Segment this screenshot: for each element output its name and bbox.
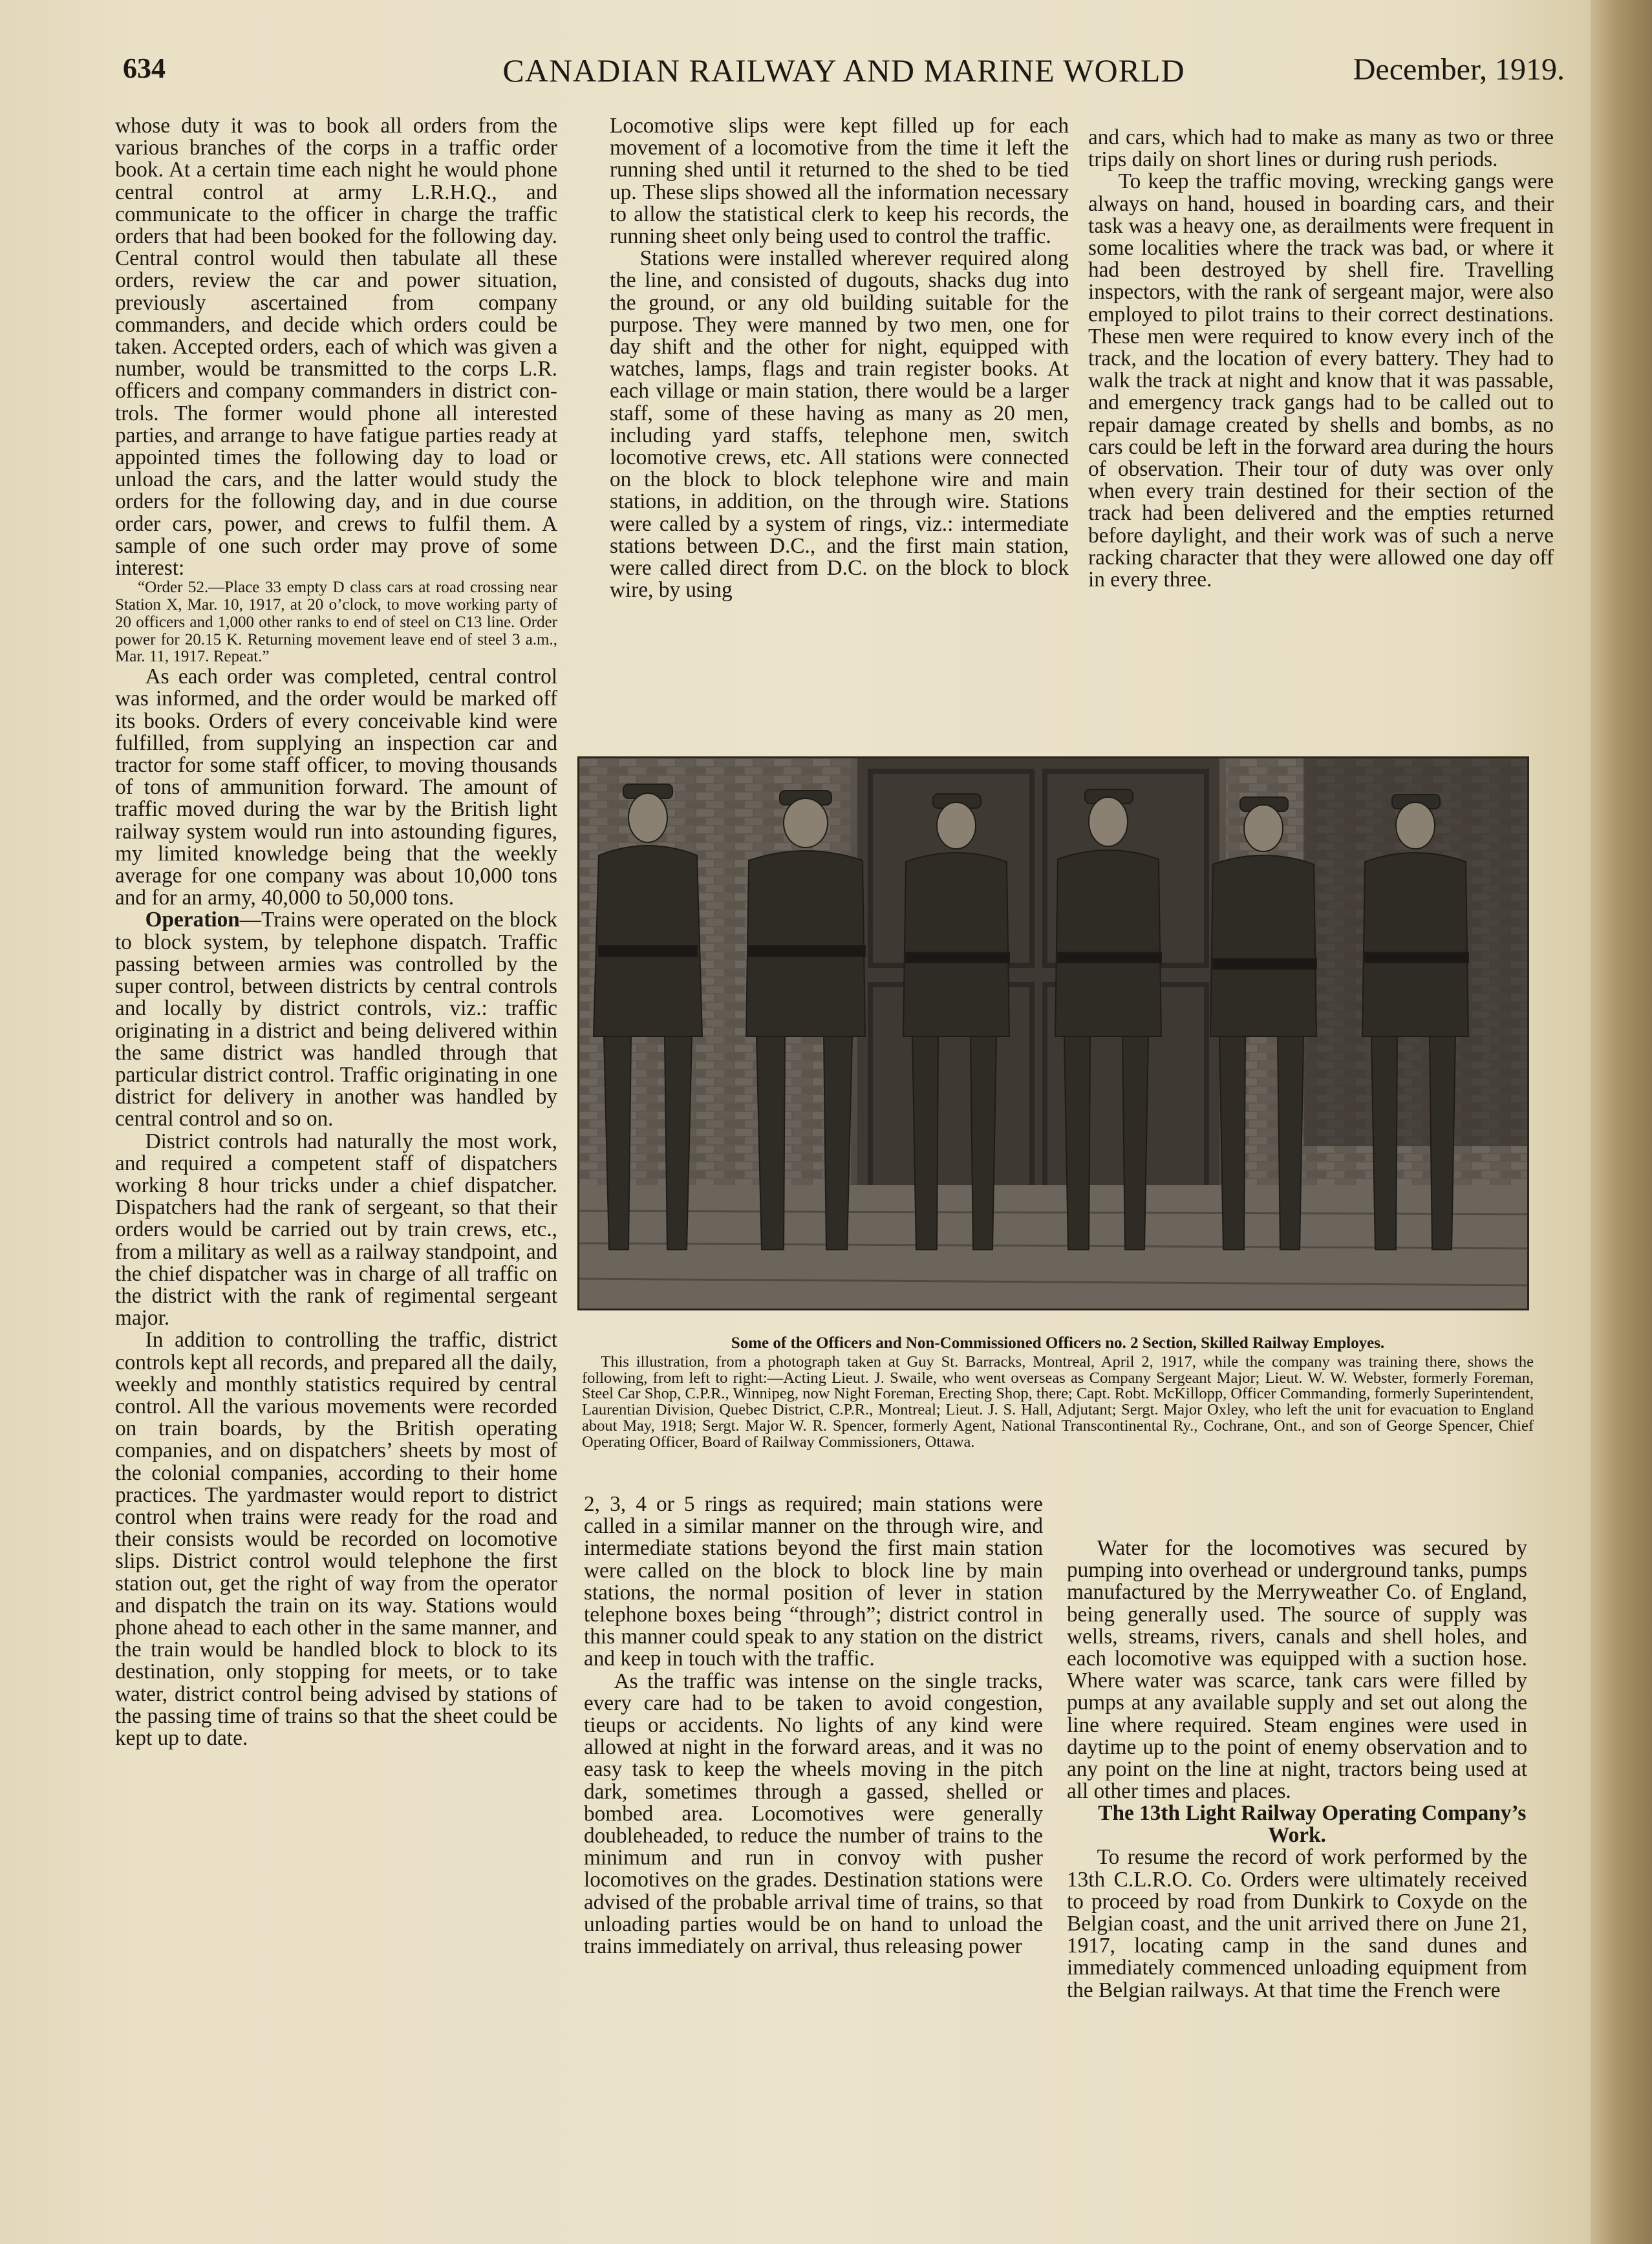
run-in-heading: Operation <box>145 908 240 932</box>
column-3-bottom <box>1067 1537 1527 2002</box>
section-heading: The 13th Light Railway Operating Company’s Work. <box>1098 1801 1527 1848</box>
paragraph: 2, 3, 4 or 5 rings as required; main stations were called in a similar manner on the through wire, and intermediate stations beyond the first main station were called on the block to block line by main stations, the normal position of lever in station telephone boxes being “through”; district control in this manner could speak to any station on the district and keep in touch with the traffic. <box>584 1492 1043 1671</box>
page-number: 634 <box>123 52 166 84</box>
paragraph: Locomotive slips were kept filled up for each movement of a locomotive from the time it left the running shed until it returned to the shed to be tied up. These slips showed all the information necessary to allow the statistical clerk to keep his records, the running sheet only being used to control the traffic. <box>610 114 1069 249</box>
paragraph: To resume the record of work performed by the 13th C.L.R.O. Co. Orders were ultimately received to proceed by road from Dunkirk to Coxyde on the Belgian coast, and the unit arrived there on June 21, 1917, locating camp in the sand dunes and immediately commenced unloading equipment from the Belgian railways. At that time the French were <box>1067 1845 1527 2002</box>
paragraph: Water for the locomotives was secured by pumping into overhead or underground tanks, pumps manufactured by the Merryweather Co. of England, being generally used. The source of supply was wells, streams, rivers, canals and shell holes, and each locomotive was equipped with a suction hose. Where water was scarce, tank cars were filled by pumps at any available supply and set out along the line where required. Steam engines were used in daytime up to the point of enemy observation and to any point on the line at night, tractors being used at all other times and places. <box>1067 1536 1527 1804</box>
running-header <box>123 52 1565 103</box>
caption-body: This illustration, from a photograph taken at Guy St. Barracks, Montreal, April 2, 1917, while the company was training there, shows the following, from left to right:—Acting Lieut. J. Swaile, who went overseas as Company Sergeant Major; Lieut. W. W. Webster, formerly Foreman, Steel Car Shop, C.P.R., Winnipeg, now Night Foreman, Erecting Shop, there; Capt. Robt. McKillopp, Officer Commanding, formerly Superintendent, Laurentian Division, Quebec District, C.P.R., Montreal; Lieut. J. S. Hall, Adjutant; Sergt. Major Oxley, who left the unit for evacuation to England about May, 1918; Sergt. Major W. R. Spencer, formerly Agent, National Transcontinental Ry., Cochrane, Ont., and son of George Spencer, Chief Operating Officer, Board of Railway Commissioners, Ottawa. <box>582 1352 1534 1451</box>
paragraph: As the traffic was intense on the single tracks, every care had to be taken to avoid congestion, tieups or accidents. No lights of any kind were allowed at night in the forward areas, and it was no easy task to keep the wheels moving in the pitch dark, sometimes through a gassed, shelled or bombed area. Locomotives were generally doubleheaded, to reduce the number of trains to the minimum and run in convoy with pusher locomotives on the grades. Destination stations were advised of the probable arrival time of trains, so that unloading parties would be on hand to unload the trains immediately on arrival, thus releasing power <box>584 1669 1043 1959</box>
paragraph: Stations were installed wherever required along the line, and consisted of dugouts, shacks dug into the ground, or any old building suitable for the purpose. They were manned by two men, one for day shift and the other for night, equipped with watches, lamps, flags and train register books. At each village or main station, there would be a larger staff, some of these having as many as 20 men, including yard staffs, telephone men, switch locomotive crews, etc. All stations were connected on the block to block telephone wire and main stations, in addition, on the through wire. Stations were called by a system of rings, viz.: intermediate stations between D.C., and the first main station, were called direct from D.C. on the block to block wire, by using <box>610 246 1069 603</box>
issue-date: December, 1919. <box>1353 52 1565 87</box>
paragraph: As each order was completed, central control was informed, and the order would be marked off its books. Orders of every conceivable kind were fulfilled, from supplying an inspection car and tractor for some staff officer, to moving thousands of tons of ammunition forward. The amount of traffic moved during the war by the British light railway system would run into astounding figures, my limited knowledge being that the weekly average for one company was about 10,000 tons and for an army, 40,000 to 50,000 tons. <box>115 665 557 910</box>
column-2-bottom <box>584 1493 1043 1958</box>
binding-edge <box>1591 0 1652 2244</box>
column-1 <box>115 115 557 1749</box>
caption-title: Some of the Officers and Non-Commissioned Officers no. 2 Section, Skilled Railway Employes. <box>731 1334 1385 1352</box>
paragraph: whose duty it was to book all orders from the various branches of the corps in a traffic order book. At a certain time each night he would phone central control at army L.R.H.Q., and communicate to the officer in charge the traffic orders that had been booked for the following day. Central control would then tabulate all these orders, review the car and power situation, previously ascertained from company commanders, and decide which orders could be taken. Accepted orders, each of which was given a number, would be transmitted to the corps L.R. officers and company commanders in district controls. The former would phone all interested parties, and arrange to have fatigue parties ready at appointed times the following day to load or unload the cars, and the latter would study the orders for the following day, and in due course order cars, power, and crews to fulfil them. A sample of one such order may prove of some interest: <box>115 114 557 581</box>
paragraph: District controls had naturally the most work, and required a competent staff of dispatchers working 8 hour tricks under a chief dispatcher. Dispatchers had the rank of sergeant, so that their orders would be carried out by train crews, etc., from a military as well as a railway standpoint, and the chief dispatcher was in charge of all traffic on the district with the rank of regimental sergeant major. <box>115 1129 557 1330</box>
order-quotation: “Order 52.—Place 33 empty D class cars at road crossing near Station X, Mar. 10, 1917, at 20 o’clock, to move working party of 20 officers and 1,000 other ranks to end of steel on C13 line. Order power for 20.15 K. Returning movement leave end of steel 3 a.m., Mar. 11, 1917. Repeat.” <box>115 579 557 666</box>
paragraph: and cars, which had to make as many as two or three trips daily on short lines or during rush periods. <box>1088 125 1554 172</box>
column-2-top <box>610 115 1069 601</box>
paragraph: Operation—Trains were operated on the block to block system, by telephone dispatch. Traffic passing between armies was controlled by the super control, between districts by central controls and locally by district controls, viz.: traffic originating in a district and being delivered within the same district was handled through that particular district control. Traffic originating in one district for delivery in another was handled by central control and so on. <box>115 908 557 1131</box>
officers-photo-image <box>579 758 1527 1309</box>
paragraph: To keep the traffic moving, wrecking gangs were always on hand, housed in boarding cars, and their task was a heavy one, as derailments were frequent in some localities where the track was bad, or where it had been destroyed by shell fire. Travelling inspectors, with the rank of sergeant major, were also employed to pilot trains to their correct destinations. These men were required to know every inch of the track, and the location of every battery. They had to walk the track at night and know that it was passable, and emergency track gangs had to be called out to repair damage created by shells and bombs, as no cars could be left in the forward area during the hours of observation. Their tour of duty was over only when every train destined for their section of the track had been delivered and the empties returned before daylight, and their work was of such a nerve racking character that they were allowed one day off in every three. <box>1088 169 1554 592</box>
journal-title: CANADIAN RAILWAY AND MARINE WORLD <box>502 52 1185 89</box>
group-photograph <box>577 756 1529 1310</box>
photo-caption <box>582 1336 1534 1451</box>
column-3-top <box>1088 127 1554 591</box>
paragraph: In addition to controlling the traffic, district controls kept all records, and prepared all the daily, weekly and monthly statistics required by central control. All the various movements were recorded on train boards, by the British operating companies, and on dispatchers’ sheets by most of the colonial companies, according to their home practices. The yardmaster would report to district control when trains were ready for the road and their consists would be recorded on locomotive slips. District control would telephone the first station out, get the right of way from the operator and dispatch the train on its way. Stations would phone ahead to each other in the same manner, and the train would be handled block to block to its destination, only stopping for meets, or to take water, district control being advised by stations of the passing time of trains so that the sheet could be kept up to date. <box>115 1328 557 1750</box>
